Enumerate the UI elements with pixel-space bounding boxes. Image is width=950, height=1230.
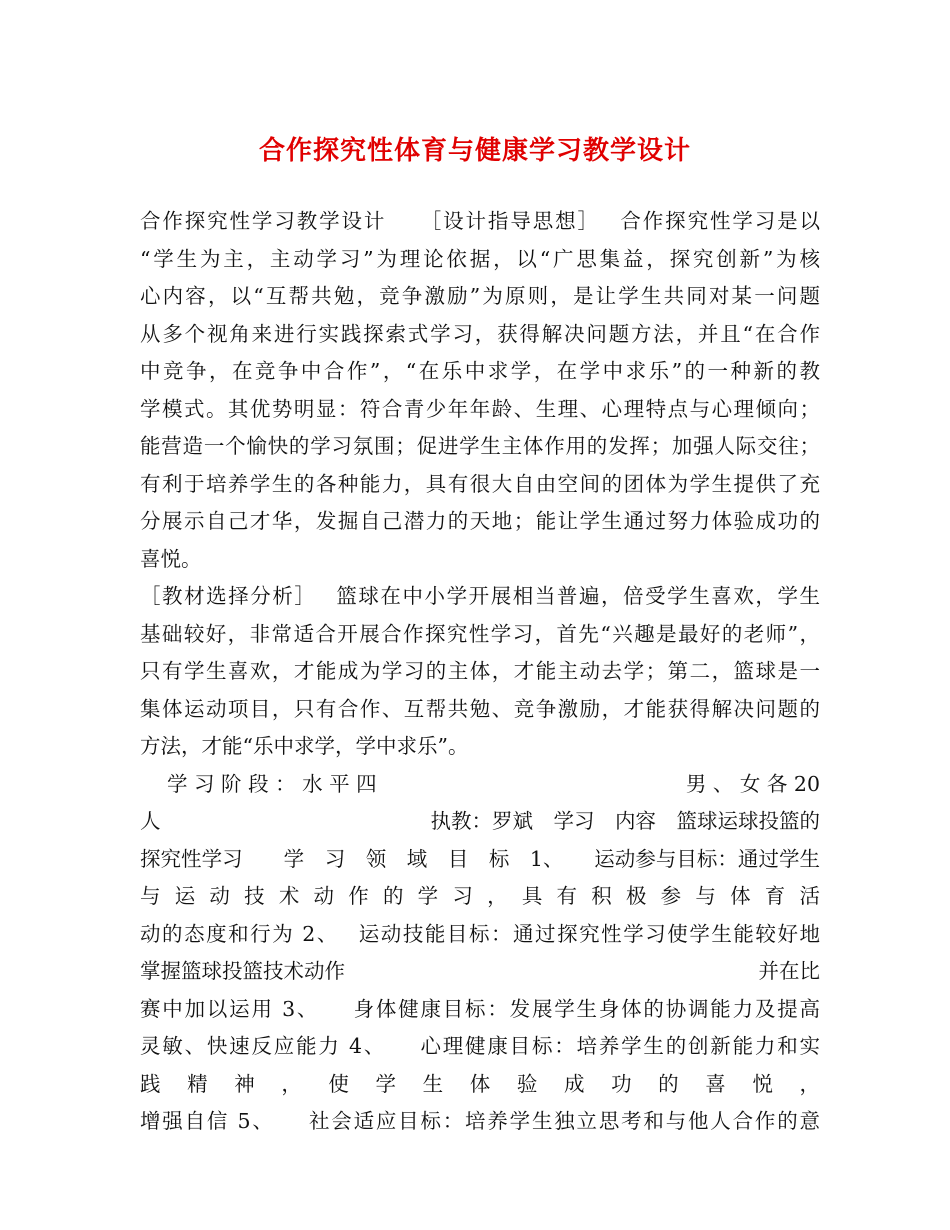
text-line: 与 运 动 技 术 动 作 的 学 习 ， 具 有 积 极 参 与 体 育 活 (140, 884, 820, 908)
text-line (140, 953, 820, 991)
text-line-right: 执教：罗斌 学习 内容 篮球运球投篮的 (430, 809, 820, 833)
text-line: 基础较好，非常适合开展合作探究性学习，首先“兴趣是最好的老师”， (140, 621, 820, 646)
text-line: 学模式。其优势明显：符合青少年年龄、生理、心理特点与心理倾向； (140, 396, 820, 421)
text-line: 有利于培养学生的各种能力，具有很大自由空间的团体为学生提供了充 (140, 471, 820, 496)
text-line: 探究性学习 学 习 领 域 目 标 1、 运动参与目标：通过学生 (140, 846, 820, 871)
document-title: 合作探究性体育与健康学习教学设计 (258, 136, 691, 166)
text-line: 从多个视角来进行实践探索式学习，获得解决问题方法，并且“在合作 (140, 321, 820, 346)
text-line: 动的态度和行为 2、 运动技能目标：通过探究性学习使学生能较好地 (140, 921, 820, 946)
text-line: 践 精 神 ， 使 学 生 体 验 成 功 的 喜 悦 ， (140, 1071, 820, 1096)
text-line: 合作探究性学习教学设计 ［设计指导思想］ 合作探究性学习是以 (140, 209, 820, 233)
text-line-left: 学 习 阶 段 ： 水 平 四 (140, 771, 377, 796)
text-line: 集体运动项目，只有合作、互帮共勉、竞争激励，才能获得解决问题的 (140, 696, 820, 721)
text-line: 方法，才能“乐中求学，学中求乐”。 (140, 734, 469, 758)
text-line: 喜悦。 (140, 546, 202, 571)
text-line: 能营造一个愉快的学习氛围；促进学生主体作用的发挥；加强人际交往； (140, 434, 820, 458)
text-line-right: 男 、 女 各 20 (685, 771, 820, 796)
text-line (140, 803, 820, 841)
text-line-left: 人 (140, 809, 161, 833)
text-line: 赛中加以运用 3、 身体健康目标：发展学生身体的协调能力及提高 (140, 996, 820, 1021)
text-line: 中竞争，在竞争中合作”，“在乐中求学，在学中求乐”的一种新的教 (140, 359, 820, 383)
text-line: 只有学生喜欢，才能成为学习的主体，才能主动去学；第二，篮球是一 (140, 659, 820, 683)
text-line-left: 掌握篮球投篮技术动作 (140, 959, 345, 983)
text-line: “学生为主，主动学习”为理论依据，以“广思集益，探究创新”为核 (140, 246, 820, 271)
text-line: 灵敏、快速反应能力 4、 心理健康目标：培养学生的创新能力和实 (140, 1034, 820, 1058)
text-line: 分展示自己才华，发掘自己潜力的天地；能让学生通过努力体验成功的 (140, 509, 820, 533)
text-line: 心内容，以“互帮共勉，竞争激励”为原则，是让学生共同对某一问题 (140, 284, 820, 308)
text-line: 增强自信 5、 社会适应目标：培养学生独立思考和与他人合作的意 (140, 1109, 820, 1133)
text-line (140, 766, 820, 804)
text-line-right: 并在比 (758, 959, 820, 983)
text-line: ［教材选择分析］ 篮球在中小学开展相当普遍，倍受学生喜欢，学生 (140, 584, 820, 608)
document-body (140, 203, 820, 1141)
